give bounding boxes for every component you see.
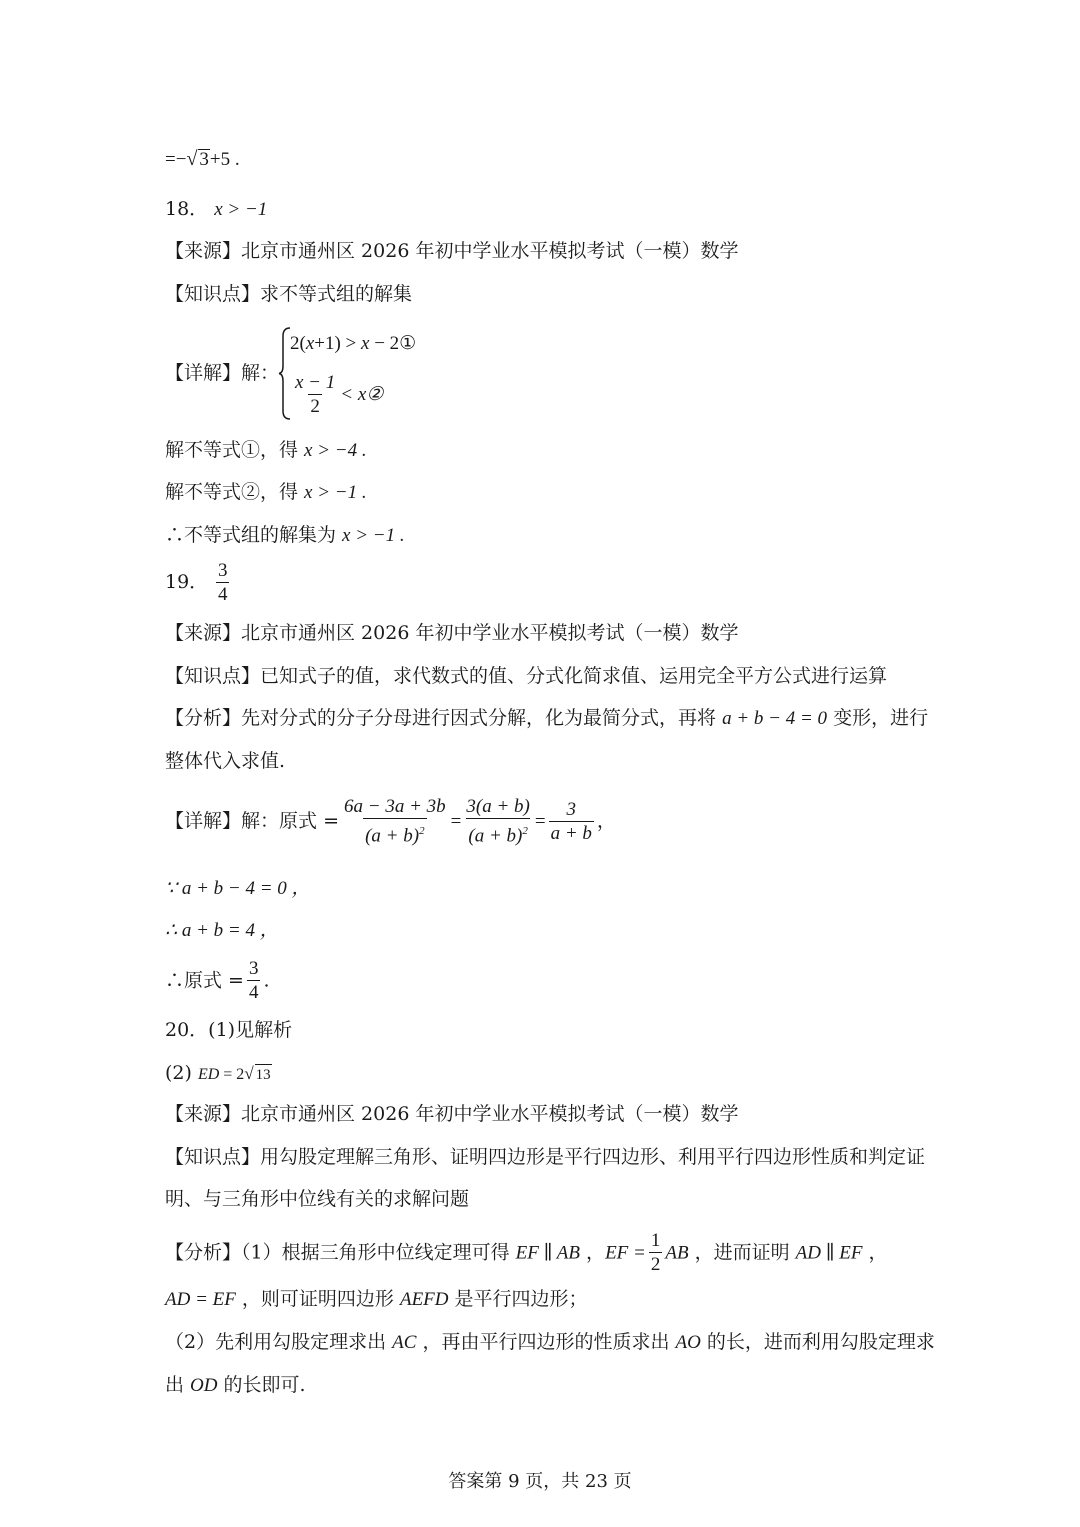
question-number: 19． bbox=[165, 570, 209, 593]
fraction bbox=[247, 958, 261, 1005]
math: AD ∥ EF bbox=[795, 1242, 863, 1264]
q19-knowledge bbox=[165, 663, 887, 689]
text: 解： bbox=[241, 810, 280, 833]
text: 20．(1)见解析 bbox=[165, 1019, 293, 1041]
math: ∵ a + b − 4 = 0 ， bbox=[165, 878, 311, 899]
inequality-1 bbox=[290, 332, 416, 355]
math: a + b − 4 = 0 bbox=[722, 708, 828, 729]
analysis-tag: 【分析】 bbox=[165, 1241, 242, 1264]
page-footer: 答案第 9 页，共 23 页 bbox=[448, 1471, 632, 1492]
math: OD bbox=[190, 1375, 218, 1396]
q20-analysis-4 bbox=[165, 1372, 306, 1399]
detail-tag: 【详解】 bbox=[165, 810, 242, 833]
text: ， bbox=[580, 1241, 606, 1264]
math: AEFD bbox=[399, 1289, 449, 1310]
q20-analysis-1 bbox=[165, 1230, 888, 1277]
math: AC bbox=[392, 1332, 417, 1353]
fraction bbox=[464, 796, 531, 848]
q19-analysis-1 bbox=[165, 705, 928, 732]
sqrt-symbol: √ bbox=[186, 148, 198, 170]
equals: = bbox=[534, 811, 546, 833]
fraction bbox=[216, 560, 230, 607]
fraction bbox=[649, 1230, 663, 1277]
text: < x② bbox=[340, 383, 384, 405]
result-line bbox=[165, 146, 240, 173]
text: ，进而证明 bbox=[688, 1241, 796, 1264]
text: 是平行四边形； bbox=[448, 1288, 588, 1310]
inequality-2 bbox=[290, 372, 383, 419]
text: 出 bbox=[165, 1374, 191, 1396]
knowledge-tag: 【知识点】 bbox=[165, 283, 261, 305]
math: x > −4 . bbox=[304, 440, 367, 461]
numerator: 6a − 3a + 3b bbox=[344, 796, 446, 817]
q19-source bbox=[165, 620, 738, 646]
sqrt-radicand: 3 bbox=[199, 149, 209, 170]
text: 整体代入求值. bbox=[165, 750, 286, 772]
solution-3 bbox=[165, 522, 405, 549]
fraction bbox=[549, 799, 594, 846]
knowledge-tag: 【知识点】 bbox=[165, 1146, 261, 1168]
q20-analysis-3 bbox=[165, 1329, 935, 1356]
q19-analysis-2 bbox=[165, 748, 285, 774]
math: EF ∥ AB bbox=[515, 1242, 581, 1264]
q18-source bbox=[165, 238, 738, 264]
question-18-answer bbox=[165, 196, 267, 223]
exponent: 2 bbox=[419, 825, 425, 837]
numerator: x − 1 bbox=[295, 372, 336, 393]
question-number: 18． bbox=[165, 198, 209, 220]
source-tag: 【来源】 bbox=[165, 240, 242, 262]
math: x > −1 . bbox=[304, 482, 367, 503]
answer: x > −1 bbox=[214, 199, 268, 220]
text: 变形，进行 bbox=[827, 707, 929, 729]
text: ， bbox=[862, 1241, 888, 1264]
knowledge-tag: 【知识点】 bbox=[165, 665, 261, 687]
numerator: 3(a + b) bbox=[466, 796, 530, 817]
fraction bbox=[293, 372, 337, 419]
text: ∴原式 = bbox=[165, 969, 244, 992]
result-19 bbox=[165, 958, 270, 1005]
text: ， bbox=[596, 810, 616, 833]
math: ED bbox=[197, 1066, 220, 1083]
text: x bbox=[305, 333, 315, 354]
denominator: a + b bbox=[550, 822, 592, 844]
question-20-answer-2 bbox=[165, 1060, 272, 1088]
analysis-tag: 【分析】 bbox=[165, 707, 242, 729]
solution-2 bbox=[165, 479, 367, 506]
math: EF = bbox=[605, 1242, 646, 1264]
text: 的长即可. bbox=[217, 1374, 306, 1396]
fraction bbox=[342, 796, 448, 848]
denominator: 4 bbox=[248, 982, 259, 1003]
text: . bbox=[263, 969, 270, 992]
knowledge-text: 求不等式组的解集 bbox=[260, 283, 413, 305]
source-tag: 【来源】 bbox=[165, 622, 242, 644]
therefore-line bbox=[165, 918, 279, 944]
text: 的长，进而利用勾股定理求 bbox=[700, 1331, 935, 1353]
knowledge-text: 已知式子的值，求代数式的值、分式化简求值、运用完全平方公式进行运算 bbox=[260, 665, 888, 687]
text: 2( bbox=[290, 333, 306, 354]
math: = 2 bbox=[219, 1066, 245, 1083]
detail-tag: 【详解】 bbox=[165, 362, 242, 384]
text: ，再由平行四边形的性质求出 bbox=[416, 1331, 676, 1353]
q19-detail bbox=[165, 796, 616, 848]
inequality-system bbox=[278, 326, 478, 421]
text: （2）先利用勾股定理求出 bbox=[165, 1331, 393, 1353]
text: （1）根据三角形中位线定理可得 bbox=[241, 1241, 516, 1264]
numerator: 3 bbox=[248, 958, 259, 979]
text: (a + b) bbox=[468, 825, 523, 847]
question-20-answer-1 bbox=[165, 1017, 292, 1043]
knowledge-text: 明、与三角形中位线有关的求解问题 bbox=[165, 1188, 470, 1210]
text: x bbox=[361, 333, 370, 354]
denominator: 2 bbox=[310, 396, 320, 417]
source-text: 北京市通州区 2026 年初中学业水平模拟考试（一模）数学 bbox=[241, 240, 739, 262]
text: 解不等式②，得 bbox=[165, 481, 305, 503]
equals: = bbox=[450, 811, 462, 833]
knowledge-text: 用勾股定理解三角形、证明四边形是平行四边形、利用平行四边形性质和判定证 bbox=[260, 1146, 926, 1168]
text: +5 . bbox=[209, 149, 240, 170]
denominator bbox=[363, 818, 426, 848]
text: 先对分式的分子分母进行因式分解，化为最简分式，再将 bbox=[241, 707, 723, 729]
text: 解不等式①，得 bbox=[165, 439, 305, 461]
sqrt-radicand: 13 bbox=[255, 1064, 272, 1085]
because-line bbox=[165, 876, 311, 902]
numerator: 1 bbox=[650, 1230, 661, 1251]
math: x > −1 . bbox=[342, 525, 405, 546]
text: +1) > bbox=[314, 333, 362, 354]
q18-detail-label bbox=[165, 360, 279, 386]
numerator: 3 bbox=[566, 798, 576, 820]
math: AB bbox=[665, 1242, 689, 1264]
sqrt-symbol: √ bbox=[244, 1064, 254, 1083]
solution-1 bbox=[165, 437, 367, 464]
math: AD = EF bbox=[165, 1289, 236, 1310]
denominator: 4 bbox=[217, 584, 228, 605]
text: (a + b) bbox=[365, 825, 420, 847]
source-tag: 【来源】 bbox=[165, 1103, 242, 1125]
q18-knowledge bbox=[165, 281, 412, 307]
source-text: 北京市通州区 2026 年初中学业水平模拟考试（一模）数学 bbox=[241, 1103, 739, 1125]
text: − 2① bbox=[369, 333, 417, 354]
text: ∴不等式组的解集为 bbox=[165, 524, 343, 546]
numerator: 3 bbox=[217, 560, 228, 581]
denominator: 2 bbox=[650, 1254, 661, 1275]
text: 原式 = bbox=[279, 810, 339, 833]
q20-knowledge-2 bbox=[165, 1186, 469, 1212]
q20-source bbox=[165, 1101, 738, 1127]
text: ，则可证明四边形 bbox=[235, 1288, 400, 1310]
exponent: 2 bbox=[522, 825, 528, 837]
denominator bbox=[466, 818, 529, 848]
source-text: 北京市通州区 2026 年初中学业水平模拟考试（一模）数学 bbox=[241, 622, 739, 644]
q20-analysis-2 bbox=[165, 1286, 588, 1313]
math: ∴ a + b = 4 ， bbox=[165, 920, 279, 941]
text: 解： bbox=[241, 362, 280, 384]
q20-knowledge-1 bbox=[165, 1144, 925, 1170]
text: (2) bbox=[165, 1062, 198, 1084]
text: =− bbox=[165, 149, 187, 170]
question-19-answer bbox=[165, 560, 232, 607]
math: AO bbox=[675, 1332, 701, 1353]
